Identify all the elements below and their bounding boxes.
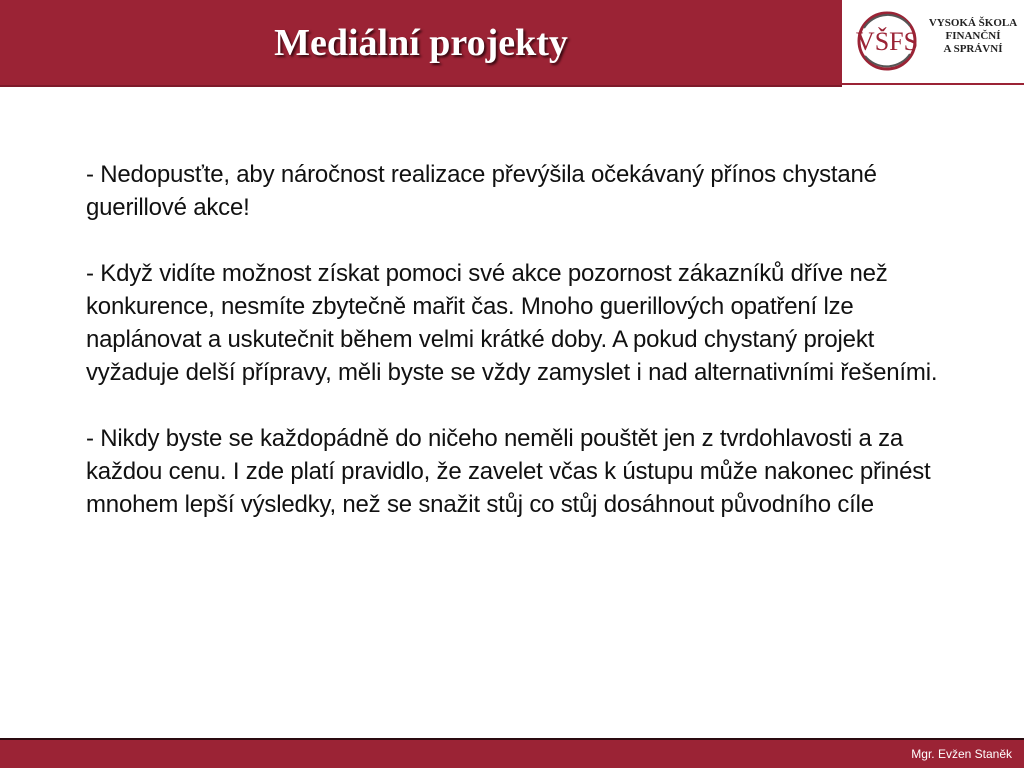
school-name-line-1: VYSOKÁ ŠKOLA bbox=[928, 17, 1018, 29]
footer-bar bbox=[0, 738, 1024, 768]
school-logo bbox=[842, 0, 1024, 85]
author-name: Mgr. Evžen Staněk bbox=[911, 747, 1012, 761]
slide-title-text: Mediální projekty bbox=[274, 22, 568, 64]
school-name-line-2: FINANČNÍ bbox=[945, 30, 1001, 42]
paragraph-3: - Nikdy byste se každopádně do ničeho neměli pouštět jen z tvrdohlavosti a za každou cenu. I zde platí pravidlo, že zavelet včas k ústupu může nakonec přinést mnohem lepší výsledky, než se snažit stůj co stůj dosáhnout původního cíle bbox=[86, 425, 931, 518]
vsfs-emblem-icon bbox=[852, 6, 922, 76]
school-name bbox=[922, 17, 1024, 56]
school-name-line-3: A SPRÁVNÍ bbox=[943, 43, 1003, 55]
paragraph-1: - Nedopusťte, aby náročnost realizace převýšila očekávaný přínos chystané guerillové akce! bbox=[86, 161, 877, 221]
paragraph-2: - Když vidíte možnost získat pomoci své akce pozornost zákazníků dříve než konkurence, nesmíte zbytečně mařit čas. Mnoho guerillových opatření lze naplánovat a uskutečnit během velmi krátké doby. A pokud chystaný projekt vyžaduje delší přípravy, měli byste se vždy zamyslet i nad alternativními řešeními. bbox=[86, 260, 938, 386]
header-divider bbox=[0, 85, 842, 87]
slide-title bbox=[0, 18, 842, 68]
emblem-text: VŠFS bbox=[855, 27, 919, 56]
slide-body bbox=[86, 158, 946, 554]
